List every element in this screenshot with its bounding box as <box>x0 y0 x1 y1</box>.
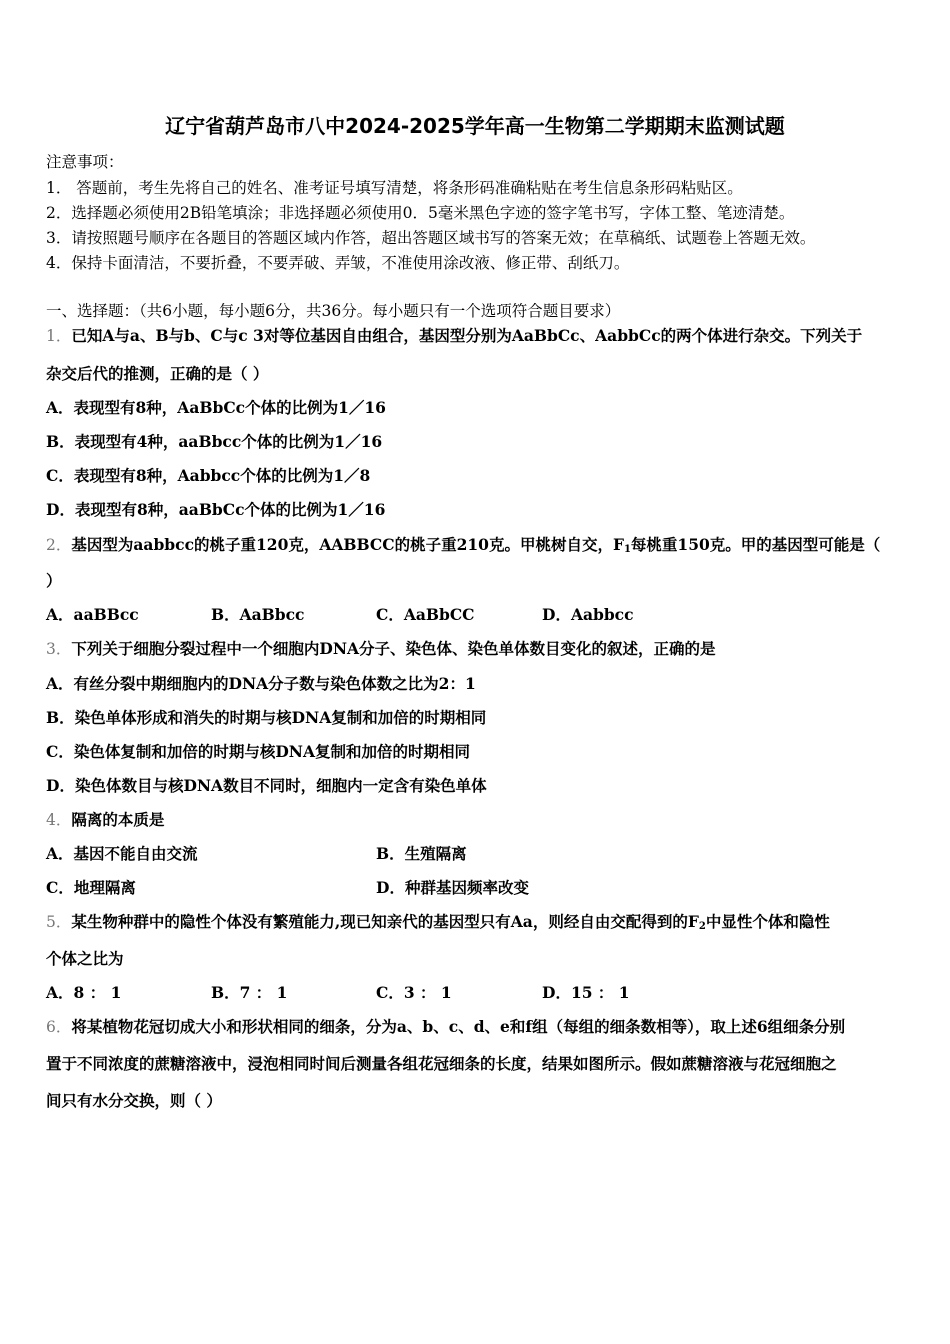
notice-item-4: 4．保持卡面清洁，不要折叠，不要弄破、弄皱，不准使用涂改液、修正带、刮纸刀。 <box>46 254 630 272</box>
question-number: 3． <box>46 640 72 658</box>
notice-item-3: 3．请按照题号顺序在各题目的答题区域内作答，超出答题区域书写的答案无效；在草稿纸、试题卷上答题无效。 <box>46 229 816 247</box>
question-text: 已知A与a、B与b、C与c 3对等位基因自由组合，基因型分别为AaBbCc、AabbCc的两个体进行杂交。下列关于 <box>71 326 863 345</box>
q4-option-c: C．地理隔离 <box>46 878 136 897</box>
page-title: 辽宁省葫芦岛市八中2024-2025学年高一生物第二学期期末监测试题 <box>165 114 785 138</box>
question-3 <box>46 639 716 659</box>
notice-heading: 注意事项： <box>46 153 124 171</box>
question-text: 某生物种群中的隐性个体没有繁殖能力,现已知亲代的基因型只有Aa，则经自由交配得到的F <box>71 912 699 931</box>
notice-item-2: 2．选择题必须使用2B铅笔填涂；非选择题必须使用0．5毫米黑色字迹的签字笔书写，字体工整、笔迹清楚。 <box>46 204 795 222</box>
question-text: 下列关于细胞分裂过程中一个细胞内DNA分子、染色体、染色单体数目变化的叙述，正确的是 <box>71 639 716 658</box>
subscript: 2 <box>698 921 706 932</box>
q2-option-a: A．aaBBcc <box>46 605 139 624</box>
question-number: 2． <box>46 536 72 554</box>
question-number: 5． <box>46 913 72 931</box>
question-5 <box>46 912 830 937</box>
q4-option-d: D．种群基因频率改变 <box>376 878 529 897</box>
q1-option-c: C．表现型有8种，Aabbcc个体的比例为1／8 <box>46 466 371 485</box>
question-6-line-3: 间只有水分交换，则（ ） <box>46 1091 222 1110</box>
q3-option-c: C．染色体复制和加倍的时期与核DNA复制和加倍的时期相同 <box>46 742 470 761</box>
question-text-cont: 中显性个体和隐性 <box>705 912 830 931</box>
question-text: 基因型为aabbcc的桃子重120克，AABBCC的桃子重210克。甲桃树自交，F <box>71 535 624 554</box>
q1-option-a: A．表现型有8种，AaBbCc个体的比例为1／16 <box>46 398 386 417</box>
question-text: 将某植物花冠切成大小和形状相同的细条，分为a、b、c、d、e和f组（每组的细条数相等），取上述6组细条分别 <box>71 1017 846 1036</box>
question-number: 6． <box>46 1018 72 1036</box>
question-2 <box>46 535 880 560</box>
q4-option-a: A．基因不能自由交流 <box>46 844 198 863</box>
question-1-line-2: 杂交后代的推测，正确的是（ ） <box>46 364 269 383</box>
question-4 <box>46 810 164 830</box>
notice-item-1: 1． 答题前，考生先将自己的姓名、准考证号填写清楚，将条形码准确粘贴在考生信息条形码粘贴区。 <box>46 179 743 197</box>
q3-option-a: A．有丝分裂中期细胞内的DNA分子数与染色体数之比为2：1 <box>46 674 476 693</box>
q2-option-c: C．AaBbCC <box>376 605 475 624</box>
q1-option-d: D．表现型有8种，aaBbCc个体的比例为1／16 <box>46 500 386 519</box>
section-heading: 一、选择题：（共6小题，每小题6分，共36分。每小题只有一个选项符合题目要求） <box>46 302 621 320</box>
q5-option-c: C．3 ： 1 <box>376 983 452 1002</box>
q5-option-b: B．7 ： 1 <box>211 983 288 1002</box>
q3-option-d: D．染色体数目与核DNA数目不同时，细胞内一定含有染色单体 <box>46 776 487 795</box>
question-1 <box>46 326 862 346</box>
q1-option-b: B．表现型有4种，aaBbcc个体的比例为1／16 <box>46 432 383 451</box>
q2-option-b: B．AaBbcc <box>211 605 305 624</box>
q4-option-b: B．生殖隔离 <box>376 844 467 863</box>
subscript: 1 <box>623 544 631 555</box>
question-number: 1． <box>46 327 72 345</box>
question-text: 隔离的本质是 <box>71 810 165 829</box>
question-6 <box>46 1017 845 1037</box>
question-6-line-2: 置于不同浓度的蔗糖溶液中，浸泡相同时间后测量各组花冠细条的长度，结果如图所示。假如蔗糖溶液与花冠细胞之 <box>46 1054 837 1073</box>
question-number: 4． <box>46 811 72 829</box>
q5-option-a: A．8 ： 1 <box>46 983 122 1002</box>
question-2-line-2: ） <box>46 571 62 590</box>
question-5-line-2: 个体之比为 <box>46 949 124 968</box>
q3-option-b: B．染色单体形成和消失的时期与核DNA复制和加倍的时期相同 <box>46 708 487 727</box>
question-text-cont: 每桃重150克。甲的基因型可能是（ <box>630 535 881 554</box>
q2-option-d: D．Aabbcc <box>542 605 634 624</box>
q5-option-d: D．15 ： 1 <box>542 983 630 1002</box>
